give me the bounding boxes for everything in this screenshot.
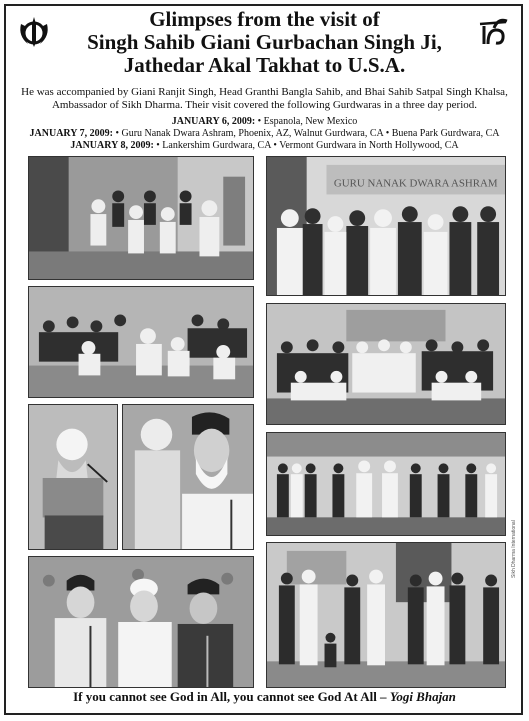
quote-text: If you cannot see God in All, you cannot see God At All – xyxy=(73,689,387,704)
photo-portraits xyxy=(122,404,254,550)
photo-hall-group xyxy=(266,542,506,688)
schedule-line xyxy=(12,140,517,152)
photo-congregation xyxy=(28,286,254,398)
footer-quote xyxy=(12,689,517,705)
quote-attribution: Yogi Bhajan xyxy=(389,689,456,704)
side-credit: Sikh Dharma International xyxy=(511,520,517,578)
schedule-places: • Lankershim Gurdwara, CA • Vermont Gurdwara in North Hollywood, CA xyxy=(156,140,459,151)
ashram-sign-text: GURU NANAK DWARA ASHRAM xyxy=(333,177,498,190)
schedule-line xyxy=(12,116,517,128)
schedule-places: • Espanola, New Mexico xyxy=(257,116,358,127)
photo-ashram-group xyxy=(266,156,506,296)
schedule-line xyxy=(12,128,517,140)
ik-onkar-icon xyxy=(476,14,512,50)
photo-seated-group xyxy=(28,156,254,280)
intro-paragraph: He was accompanied by Giani Ranjit Singh, Head Granthi Bangla Sahib, and Bhai Sahib Satpal Singh Khalsa, Ambassador of Sikh Dharma. Their visit covered the following Gurdwaras in a three day period. xyxy=(21,86,508,111)
schedule-date: JANUARY 7, 2009: xyxy=(29,128,113,139)
title-line-1: Glimpses from the visit of xyxy=(149,7,380,31)
schedule-places: • Guru Nanak Dwara Ashram, Phoenix, AZ, Walnut Gurdwara, CA • Buena Park Gurdwara, CA xyxy=(115,128,500,139)
page-title xyxy=(60,8,469,77)
title-line-3: Jathedar Akal Takhat to U.S.A. xyxy=(123,53,406,77)
title-line-2: Singh Sahib Giani Gurbachan Singh Ji, xyxy=(87,30,442,54)
schedule-date: JANUARY 6, 2009: xyxy=(171,116,256,127)
photo-stage-group xyxy=(266,432,506,536)
khanda-icon xyxy=(16,14,52,50)
photo-three-men xyxy=(28,556,254,688)
photo-large-group xyxy=(266,303,506,425)
schedule-date: JANUARY 8, 2009: xyxy=(70,140,154,151)
photo-speaker xyxy=(28,404,118,550)
